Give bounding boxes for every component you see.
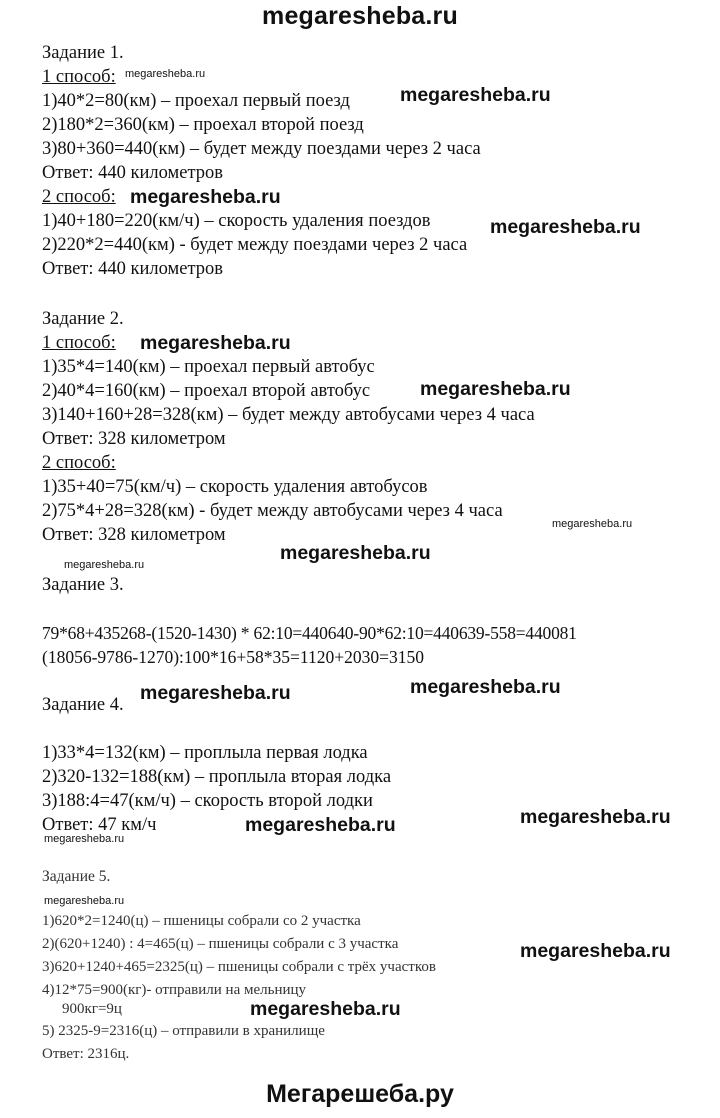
task4-line: 1)33*4=132(км) – проплыла первая лодка: [42, 743, 368, 763]
site-footer: Мегарешеба.ру: [266, 1080, 454, 1108]
task2-way2-line: 1)35+40=75(км/ч) – скорость удаления автобусов: [42, 477, 428, 497]
task5-line: 4)12*75=900(кг)- отправили на мельницу: [42, 982, 307, 998]
watermark: megaresheba.ru: [520, 806, 671, 828]
task2-way1-answer: Ответ: 328 километром: [42, 429, 226, 449]
watermark-small: megaresheba.ru: [44, 833, 125, 845]
watermark-small: megaresheba.ru: [552, 518, 633, 530]
task1-way1-label: 1 способ:: [42, 67, 116, 87]
watermark: megaresheba.ru: [520, 940, 671, 962]
task5-line: 5) 2325-9=2316(ц) – отправили в хранилище: [42, 1023, 325, 1039]
task4-line: 3)188:4=47(км/ч) – скорость второй лодки: [42, 791, 373, 811]
task1-way1-answer: Ответ: 440 километров: [42, 163, 223, 183]
watermark: megaresheba.ru: [490, 216, 641, 238]
site-header: megaresheba.ru: [262, 2, 458, 30]
task1-way2-label: 2 способ:: [42, 187, 116, 207]
task2-way1-line: 3)140+160+28=328(км) – будет между автобусами через 4 часа: [42, 405, 535, 425]
task4-answer: Ответ: 47 км/ч: [42, 815, 157, 835]
task5-line: 2)(620+1240) : 4=465(ц) – пшеницы собрали с 3 участка: [42, 936, 399, 952]
task1-title: Задание 1.: [42, 43, 124, 63]
task2-way1-line: 1)35*4=140(км) – проехал первый автобус: [42, 357, 375, 377]
task2-way2-answer: Ответ: 328 километром: [42, 525, 226, 545]
watermark: megaresheba.ru: [130, 186, 281, 208]
task1-way1-line: 3)80+360=440(км) – будет между поездами через 2 часа: [42, 139, 481, 159]
task5-line: 1)620*2=1240(ц) – пшеницы собрали со 2 участка: [42, 913, 361, 929]
task5-title: Задание 5.: [42, 868, 111, 885]
watermark-small: megaresheba.ru: [44, 895, 125, 907]
watermark: megaresheba.ru: [420, 378, 571, 400]
task2-way1-label: 1 способ:: [42, 333, 116, 353]
watermark: megaresheba.ru: [280, 542, 431, 564]
task3-title: Задание 3.: [42, 575, 124, 595]
task1-way1-line: 1)40*2=80(км) – проехал первый поезд: [42, 91, 350, 111]
task1-way2-answer: Ответ: 440 километров: [42, 259, 223, 279]
watermark: megaresheba.ru: [140, 332, 291, 354]
watermark: megaresheba.ru: [245, 814, 396, 836]
task5-line: 900кг=9ц: [62, 1001, 122, 1017]
task2-way2-label: 2 способ:: [42, 453, 116, 473]
watermark: megaresheba.ru: [250, 998, 401, 1020]
watermark-small: megaresheba.ru: [64, 559, 145, 571]
task1-way2-line: 2)220*2=440(км) - будет между поездами через 2 часа: [42, 235, 468, 255]
task4-line: 2)320-132=188(км) – проплыла вторая лодка: [42, 767, 392, 787]
watermark: megaresheba.ru: [140, 682, 291, 704]
task4-title: Задание 4.: [42, 695, 124, 715]
task3-expression: (18056-9786-1270):100*16+58*35=1120+2030=3150: [42, 647, 425, 667]
task2-way1-line: 2)40*4=160(км) – проехал второй автобус: [42, 381, 371, 401]
watermark-small: megaresheba.ru: [125, 68, 206, 80]
task1-way2-line: 1)40+180=220(км/ч) – скорость удаления поездов: [42, 211, 431, 231]
task3-expression: 79*68+435268-(1520-1430) * 62:10=440640-90*62:10=440639-558=440081: [42, 623, 577, 643]
task5-line: 3)620+1240+465=2325(ц) – пшеницы собрали с трёх участков: [42, 959, 436, 975]
task5-answer: Ответ: 2316ц.: [42, 1046, 130, 1062]
watermark: megaresheba.ru: [400, 84, 551, 106]
watermark: megaresheba.ru: [410, 676, 561, 698]
task2-way2-line: 2)75*4+28=328(км) - будет между автобусами через 4 часа: [42, 501, 503, 521]
task1-way1-line: 2)180*2=360(км) – проехал второй поезд: [42, 115, 364, 135]
task2-title: Задание 2.: [42, 309, 124, 329]
